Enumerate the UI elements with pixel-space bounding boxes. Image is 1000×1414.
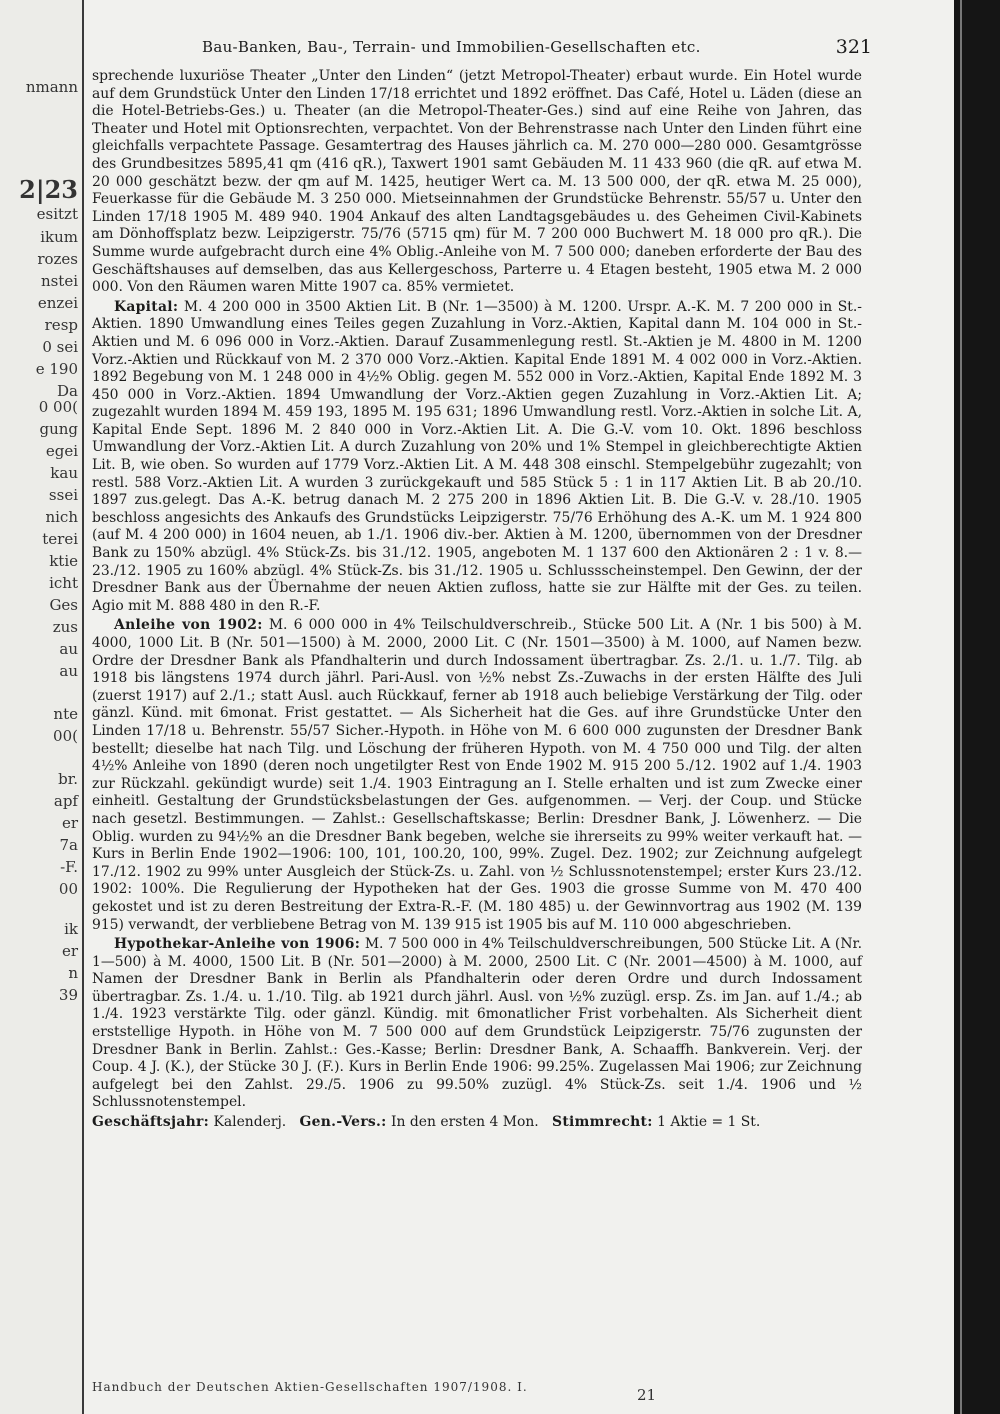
margin-fragment: zus bbox=[52, 618, 78, 636]
right-page-edge bbox=[954, 0, 1000, 1414]
kapital-paragraph bbox=[92, 299, 862, 616]
margin-fragment: 0 sei bbox=[42, 338, 78, 356]
running-title: Bau-Banken, Bau-, Terrain- und Immobilien-Gesellschaften etc. bbox=[202, 38, 701, 56]
margin-fragment: er bbox=[61, 942, 78, 960]
geschaeftsjahr-label: Geschäftsjahr: bbox=[92, 1114, 210, 1131]
margin-fragment: apf bbox=[53, 792, 78, 810]
gen-vers-label: Gen.-Vers.: bbox=[299, 1114, 387, 1131]
facing-page-edge bbox=[0, 0, 84, 1414]
margin-fragment: 7a bbox=[59, 836, 78, 854]
margin-fragment: nte bbox=[53, 705, 78, 723]
margin-fragment: egei bbox=[45, 442, 78, 460]
margin-fragment: nmann bbox=[25, 78, 78, 96]
margin-fragment: resp bbox=[44, 316, 78, 334]
margin-fragment: esitzt bbox=[36, 205, 78, 223]
margin-fragment: terei bbox=[42, 530, 78, 548]
summary-line bbox=[92, 1114, 862, 1132]
margin-fragment: icht bbox=[49, 574, 78, 592]
footer-text: Handbuch der Deutschen Aktien-Gesellschaften 1907/1908. I. bbox=[92, 1380, 528, 1394]
margin-fragment: n bbox=[68, 964, 78, 982]
signature-mark: 21 bbox=[637, 1386, 657, 1404]
margin-fragment: gung bbox=[39, 420, 78, 438]
margin-fragment: e 190 bbox=[35, 360, 78, 378]
margin-fragment: enzei bbox=[37, 294, 78, 312]
intro-paragraph: sprechende luxuriöse Theater „Unter den Linden“ (jetzt Metropol-Theater) erbaut wurde. Ein Hotel wurde auf dem Grundstück Unter den Linden 17/18 errichtet und 1892 eröffnet. Das Café, Hotel u. Läden (diese an die Hotel-Betriebs-Ges.) u. Theater (an die Metropol-Theater-Ges.) sind auf eine Reihe von Jahren, das Theater und Hotel mit Optionsrechten, verpachtet. Von der Behrenstrasse nach Unter den Linden führt eine gleichfalls verpachtete Passage. Gesamtertrag des Hauses jährlich ca. M. 270 000—280 000. Gesamtgrösse des Grundbesitzes 5895,41 qm (416 qR.), Taxwert 1901 samt Gebäuden M. 11 433 960 (die qR. auf etwa M. 20 000 geschätzt bezw. der qm auf M. 1425, heutiger Wert ca. M. 13 500 000, der qR. etwa M. 25 000), Feuerkasse für die Gebäude M. 3 250 000. Mietseinnahmen der Grundstücke Behrenstr. 55/57 u. Unter den Linden 17/18 1905 M. 489 940. 1904 Ankauf des alten Landtagsgebäudes u. des Geheimen Civil-Kabinets am Dönhoffsplatz bezw. Leipzigerstr. 75/76 (5715 qm) für M. 7 200 000 Buchwert M. 18 000 pro qR.). Die Summe wurde aufgebracht durch eine 4% Oblig.-Anleihe von M. 7 500 000; daneben erforderte der Bau des Geschäftshauses auf demselben, das aus Kellergeschoss, Parterre u. 4 Etagen besteht, 1905 etwa M. 2 000 000. Von den Räumen waren Mitte 1907 ca. 85% vermietet. bbox=[92, 68, 862, 296]
margin-fragment: au bbox=[59, 662, 78, 680]
margin-fragment: ikum bbox=[40, 228, 78, 246]
anleihe-1902-text: M. 6 000 000 in 4% Teilschuldverschreib., Stücke 500 Lit. A (Nr. 1 bis 500) à M. 4000, 1000 Lit. B (Nr. 501—1500) à M. 2000, 2000 Lit. C (Nr. 1501—3500) à M. 1000, auf Namen bezw. Ordre der Dresdner Bank als Pfandhalterin und durch Indossament übertragbar. Zs. 2./1. u. 1./7. Tilg. ab 1918 bis längstens 1974 durch jährl. Pari-Ausl. von ½% nebst Zs.-Zuwachs in der ersten Hälfte des Juli (zuerst 1917) auf 2./1.; statt Ausl. auch Rückkauf, ferner ab 1918 auch beliebige Verstärkung der Tilg. oder gänzl. Künd. mit 6monat. Frist gestattet. — Als Sicherheit hat die Ges. auf ihre Grundstücke Unter den Linden 17/18 u. Behrenstr. 55/57 Sicher.-Hypoth. in Höhe von M. 6 600 000 zugunsten der Dresdner Bank bestellt; dieselbe hat nach Tilg. und Löschung der früheren Hypoth. von M. 4 750 000 und Tilg. der alten 4½% Anleihe von 1890 (deren noch ungetilgter Rest von Ende 1902 M. 915 200 5./12. 1902 auf 1./4. 1903 zur Rückzahl. gekündigt wurde) seit 1./4. 1903 Eintragung an I. Stelle erhalten und ist zum Zwecke einer einheitl. Gestaltung der Grundstücksbelastungen der Ges. aufgenommen. — Verj. der Coup. und Stücke nach gesetzl. Bestimmungen. — Zahlst.: Gesellschaftskasse; Berlin: Dresdner Bank, J. Löwenherz. — Die Oblig. wurden zu 94½% an die Dresdner Bank begeben, welche sie ihrerseits zu 99% weiter verkauft hat. — Kurs in Berlin Ende 1902—1906: 100, 101, 100.20, 100, 99%. Zugel. Dez. 1902; zur Zeichnung aufgelegt 17./12. 1902 zu 99% unter Ausgleich der Stück-Zs. u. Zahl. von ½ Schlussnotenstempel; erster Kurs 23./12. 1902: 100%. Die Regulierung der Hypotheken hat der Ges. 1903 die grosse Summe von M. 470 400 gekostet und ist zu deren Bestreitung der Extra-R.-F. (M. 180 485) u. der Gewinnvortrag aus 1902 (M. 139 915) verwandt, der verbliebene Betrag von M. 139 915 ist 1905 bis auf M. 110 000 abgeschrieben. bbox=[92, 617, 863, 933]
margin-fragment: rozes bbox=[37, 250, 78, 268]
stimmrecht-value: 1 Aktie = 1 St. bbox=[657, 1114, 761, 1131]
margin-fragment: au bbox=[59, 640, 78, 658]
margin-fragment: nstei bbox=[40, 272, 78, 290]
gen-vers-value: In den ersten 4 Mon. bbox=[391, 1114, 539, 1131]
geschaeftsjahr-value: Kalenderj. bbox=[213, 1114, 287, 1131]
margin-fragment: 0 00( bbox=[38, 398, 78, 416]
margin-fragment: Ges bbox=[49, 596, 78, 614]
margin-fragment: ssei bbox=[48, 486, 78, 504]
stimmrecht-label: Stimmrecht: bbox=[551, 1114, 653, 1131]
margin-fragment: 00 bbox=[58, 880, 78, 898]
page-number: 321 bbox=[835, 36, 872, 58]
margin-fragment: er bbox=[61, 814, 78, 832]
margin-fragment: kau bbox=[50, 464, 78, 482]
kapital-label: Kapital: bbox=[114, 298, 179, 315]
anleihe-1902-label: Anleihe von 1902: bbox=[114, 617, 263, 634]
margin-fragment: 00( bbox=[53, 727, 78, 745]
margin-fragment: nich bbox=[45, 508, 78, 526]
page-footer bbox=[92, 1380, 862, 1404]
hypothek-1906-label: Hypothekar-Anleihe von 1906: bbox=[114, 936, 361, 953]
margin-fragment: -F. bbox=[60, 858, 78, 876]
margin-fragment: ik bbox=[64, 920, 78, 938]
margin-fragment: br. bbox=[58, 770, 78, 788]
margin-fragment: 39 bbox=[58, 986, 78, 1004]
margin-fragment: ktie bbox=[49, 552, 78, 570]
margin-fragment: 2|23 bbox=[19, 175, 78, 204]
document-page bbox=[92, 28, 872, 1404]
anleihe-1902-paragraph bbox=[92, 617, 862, 934]
hypothek-1906-paragraph bbox=[92, 936, 862, 1112]
hypothek-1906-text: M. 7 500 000 in 4% Teilschuldverschreibungen, 500 Stücke Lit. A (Nr. 1—500) à M. 4000, 1500 Lit. B (Nr. 501—2000) à M. 2000, 2500 Lit. C (Nr. 2001—4500) à M. 1000, auf Namen der Dresdner Bank in Berlin als Pfandhalterin oder deren Ordre und durch Indossament übertragbar. Zs. 1./4. u. 1./10. Tilg. ab 1921 durch jährl. Ausl. von ½% zuzügl. ersp. Zs. im Jan. auf 1./4.; ab 1./4. 1923 verstärkte Tilg. oder gänzl. Kündig. mit 6monatlicher Frist vorbehalten. Als Sicherheit dient erststellige Hypoth. in Höhe von M. 7 500 000 auf dem Grundstück Leipzigerstr. 75/76 zugunsten der Dresdner Bank in Berlin. Zahlst.: Ges.-Kasse; Berlin: Dresdner Bank, A. Schaaffh. Bankverein. Verj. der Coup. 4 J. (K.), der Stücke 30 J. (F.). Kurs in Berlin Ende 1906: 99.25%. Zugelassen Mai 1906; zur Zeichnung aufgelegt bei den Zahlst. 29./5. 1906 zu 99.50% zuzügl. 4% Stück-Zs. seit 1./4. 1906 und ½ Schlussnotenstempel. bbox=[92, 936, 863, 1111]
running-header bbox=[92, 28, 872, 68]
margin-fragment: Da bbox=[57, 382, 78, 400]
kapital-text: M. 4 200 000 in 3500 Aktien Lit. B (Nr. 1—3500) à M. 1200. Urspr. A.-K. M. 7 200 000 in St.-Aktien. 1890 Umwandlung eines Teiles gegen Zuzahlung in Vorz.-Aktien, Kapital dann M. 104 000 in St.-Aktien und M. 6 096 000 in Vorz.-Aktien. Darauf Zusammenlegung restl. St.-Aktien je M. 4800 in M. 1200 Vorz.-Aktien und Rückkauf von M. 2 370 000 Vorz.-Aktien. Kapital Ende 1891 M. 4 002 000 in Vorz.-Aktien. 1892 Begebung von M. 1 248 000 in 4½% Oblig. gegen M. 552 000 in Vorz.-Aktien, Kapital Ende 1892 M. 3 450 000 in Vorz.-Aktien. 1894 Umwandlung der Vorz.-Aktien gegen Zuzahlung in Vorz.-Aktien Lit. A; zugezahlt wurden 1894 M. 459 193, 1895 M. 195 631; 1896 Umwandlung restl. Vorz.-Aktien in solche Lit. A, Kapital Ende Sept. 1896 M. 2 840 000 in Vorz.-Aktien Lit. A. Die G.-V. vom 10. Okt. 1896 beschloss Umwandlung der Vorz.-Aktien Lit. A durch Zuzahlung von 20% und 1% Stempel in gleichberechtigte Aktien Lit. B, wie oben. So wurden auf 1779 Vorz.-Aktien Lit. A M. 448 308 einschl. Stempelgebühr zugezahlt; von restl. 588 Vorz.-Aktien Lit. A wurden 3 zurückgekauft und 585 Stück 5 : 1 in 117 Aktien Lit. B ab 20./10. 1897 zus.gelegt. Das A.-K. betrug danach M. 2 275 200 in 1896 Aktien Lit. B. Die G.-V. v. 28./10. 1905 beschloss angesichts des Ankaufs des Grundstücks Leipzigerstr. 75/76 Erhöhung des A.-K. um M. 1 924 800 (auf M. 4 200 000) in 1604 neuen, ab 1./1. 1906 div.-ber. Aktien à M. 1200, übernommen von der Dresdner Bank zu 150% abzügl. 4% Stück-Zs. bis 31./12. 1905, angeboten M. 1 137 600 den Aktionären 2 : 1 v. 8.—23./12. 1905 zu 160% abzügl. 4% Stück-Zs. bis 31./12. 1905 u. Schlussscheinstempel. Den Gewinn, der der Dresdner Bank aus der Übernahme der neuen Aktien zufloss, hatte sie zur Hälfte mit der Ges. zu teilen. Agio mit M. 888 480 in den R.-F. bbox=[92, 298, 862, 614]
